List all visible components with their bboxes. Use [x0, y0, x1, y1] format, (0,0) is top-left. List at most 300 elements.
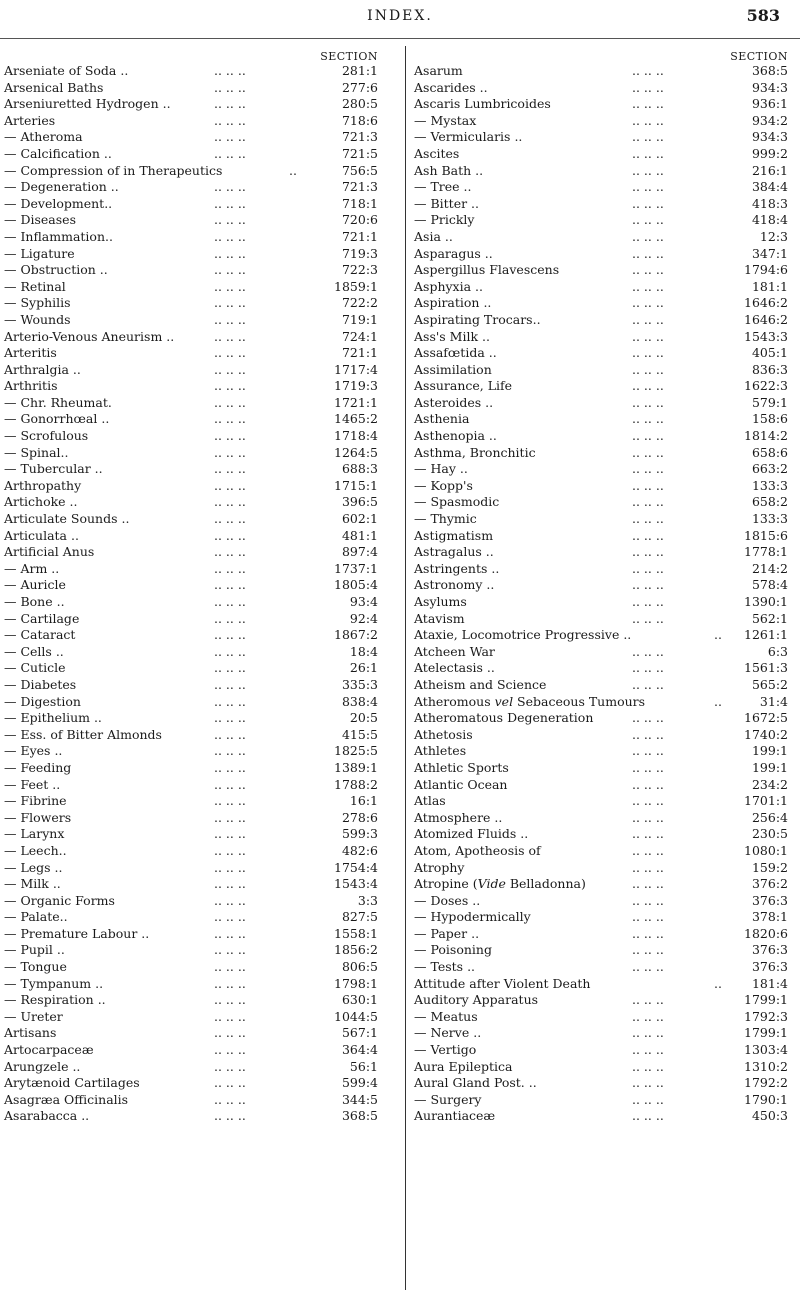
leader-dots: .. .. ..	[214, 63, 246, 78]
index-entry	[4, 146, 382, 163]
index-entry	[414, 411, 792, 428]
leader-dots: .. .. ..	[214, 311, 246, 327]
leader-dots: .. .. ..	[214, 212, 246, 228]
section-reference: 93:4	[349, 594, 378, 609]
leader-dots: .. .. ..	[214, 228, 246, 244]
index-entry	[414, 1025, 792, 1042]
leader-dots: .. .. ..	[214, 925, 246, 941]
index-entry	[414, 826, 792, 843]
section-reference: 344:5	[341, 1091, 378, 1107]
section-reference: 836:3	[751, 361, 788, 377]
section-reference: 722:3	[341, 262, 378, 278]
leader-dots: .. .. ..	[632, 112, 664, 128]
section-reference: 721:5	[341, 145, 378, 161]
index-term: — Kopp's	[414, 477, 473, 493]
index-term: — Wounds	[4, 311, 71, 327]
leader-dots: .. .. ..	[214, 610, 246, 626]
leader-dots: .. .. ..	[632, 1108, 664, 1124]
leader-dots: .. .. ..	[632, 743, 664, 759]
index-term: Ataxie, Locomotrice Progressive ..	[414, 627, 632, 643]
index-term: — Auricle	[4, 577, 66, 593]
index-entry	[414, 942, 792, 959]
leader-dots: .. .. ..	[632, 776, 664, 792]
index-entry	[414, 644, 792, 661]
leader-dots: .. .. ..	[632, 461, 664, 477]
section-reference: 630:1	[341, 992, 378, 1008]
index-entry	[4, 345, 382, 362]
page-number: 583	[746, 6, 780, 25]
leader-dots: .. .. ..	[214, 195, 246, 211]
leader-dots: .. .. ..	[214, 743, 246, 759]
index-column-right	[414, 47, 792, 1125]
section-reference: 418:4	[751, 212, 788, 228]
index-entry	[4, 793, 382, 810]
index-entry	[4, 1025, 382, 1042]
index-term: Assurance, Life	[414, 378, 513, 394]
section-reference: 721:1	[341, 345, 378, 361]
index-term: Atcheen War	[414, 643, 495, 659]
section-column-heading	[414, 47, 792, 63]
section-reference: 376:3	[751, 942, 788, 958]
index-entry	[414, 179, 792, 196]
section-reference: 158:6	[751, 411, 788, 427]
leader-dots: .. .. ..	[214, 112, 246, 128]
index-entry	[414, 577, 792, 594]
leader-dots: .. .. ..	[632, 361, 664, 377]
index-term: Atrophy	[414, 859, 465, 875]
section-reference: 376:2	[751, 876, 788, 892]
index-term: — Development..	[4, 195, 113, 211]
section-reference: 230:5	[751, 826, 788, 842]
index-term: — Larynx	[4, 826, 65, 842]
leader-dots: .. .. ..	[632, 79, 664, 95]
leader-dots: .. .. ..	[214, 444, 246, 460]
leader-dots: .. .. ..	[632, 295, 664, 311]
section-reference: 1754:4	[334, 859, 378, 875]
index-term: — Spinal..	[4, 444, 69, 460]
index-entry	[414, 146, 792, 163]
index-entry	[414, 163, 792, 180]
leader-dots: .. .. ..	[632, 544, 664, 560]
index-term: Artificial Anus	[4, 544, 95, 560]
section-reference: 12:3	[759, 228, 788, 244]
leader-dots: .. .. ..	[632, 1042, 664, 1058]
section-reference: 658:6	[751, 444, 788, 460]
section-column-heading	[4, 47, 382, 63]
section-reference: 396:5	[341, 494, 378, 510]
index-term: — Flowers	[4, 809, 72, 825]
index-term: Atelectasis ..	[414, 660, 495, 676]
leader-dots: .. .. ..	[632, 428, 664, 444]
section-reference: 934:2	[751, 112, 788, 128]
section-reference: 405:1	[751, 345, 788, 361]
index-term: — Bitter ..	[414, 195, 479, 211]
leader-dots: .. .. ..	[214, 361, 246, 377]
index-entry	[414, 80, 792, 97]
leader-dots: .. .. ..	[632, 909, 664, 925]
leader-dots: .. .. ..	[214, 660, 246, 676]
section-reference: 418:3	[751, 195, 788, 211]
index-term: — Digestion	[4, 693, 81, 709]
section-reference: 1310:2	[744, 1058, 788, 1074]
index-entry	[414, 295, 792, 312]
section-reference: 384:4	[751, 179, 788, 195]
index-entry	[414, 1042, 792, 1059]
leader-dots: .. .. ..	[632, 876, 664, 892]
index-entry	[414, 611, 792, 628]
leader-dots: .. .. ..	[632, 1058, 664, 1074]
leader-dots: .. .. ..	[214, 876, 246, 892]
index-term: — Tests ..	[414, 959, 476, 975]
section-reference: 1715:1	[334, 477, 378, 493]
section-label: SECTION	[730, 50, 788, 63]
index-entry	[4, 428, 382, 445]
index-entry	[4, 893, 382, 910]
index-term: Aspergillus Flavescens	[414, 262, 560, 278]
index-entry	[414, 710, 792, 727]
leader-dots: .. .. ..	[632, 1008, 664, 1024]
section-reference: 376:3	[751, 892, 788, 908]
index-term: — Ureter	[4, 1008, 63, 1024]
index-entry	[414, 312, 792, 329]
section-reference: 56:1	[349, 1058, 378, 1074]
index-term: — Eyes ..	[4, 743, 63, 759]
leader-dots: .. .. ..	[214, 378, 246, 394]
section-reference: 281:1	[341, 63, 378, 78]
section-reference: 718:6	[341, 112, 378, 128]
leader-dots: .. .. ..	[632, 676, 664, 692]
leader-dots: .. .. ..	[214, 1025, 246, 1041]
index-term: — Meatus	[414, 1008, 478, 1024]
section-reference: 368:5	[751, 63, 788, 78]
index-term: Arseniuretted Hydrogen ..	[4, 96, 171, 112]
index-entry	[4, 959, 382, 976]
leader-dots: ..	[714, 693, 722, 709]
section-reference: 214:2	[751, 560, 788, 576]
section-reference: 181:4	[751, 975, 788, 991]
leader-dots: .. .. ..	[632, 328, 664, 344]
section-reference: 277:6	[341, 79, 378, 95]
section-reference: 335:3	[341, 676, 378, 692]
index-term: — Tree ..	[414, 179, 472, 195]
leader-dots: .. .. ..	[632, 842, 664, 858]
index-term: Asthenia	[414, 411, 470, 427]
leader-dots: .. .. ..	[214, 1042, 246, 1058]
index-entry	[4, 511, 382, 528]
section-reference: 721:3	[341, 129, 378, 145]
leader-dots: .. .. ..	[632, 643, 664, 659]
section-reference: 1859:1	[334, 278, 378, 294]
leader-dots: .. .. ..	[214, 1008, 246, 1024]
index-entry	[4, 246, 382, 263]
section-reference: 20:5	[349, 710, 378, 726]
leader-dots: .. .. ..	[632, 245, 664, 261]
index-term: — Ligature	[4, 245, 75, 261]
index-entry	[414, 96, 792, 113]
index-term: Astigmatism	[414, 527, 494, 543]
section-reference: 838:4	[341, 693, 378, 709]
section-reference: 347:1	[751, 245, 788, 261]
index-term: Astringents ..	[414, 560, 500, 576]
index-entry	[414, 511, 792, 528]
index-term: — Atheroma	[4, 129, 83, 145]
index-term: Athletic Sports	[414, 759, 509, 775]
leader-dots: .. .. ..	[214, 278, 246, 294]
section-reference: 562:1	[751, 610, 788, 626]
index-entry	[414, 544, 792, 561]
leader-dots: .. .. ..	[632, 793, 664, 809]
index-entry	[414, 1059, 792, 1076]
leader-dots: .. .. ..	[632, 594, 664, 609]
index-term: Artichoke ..	[4, 494, 78, 510]
index-term: — Calcification ..	[4, 145, 112, 161]
section-reference: 199:1	[751, 759, 788, 775]
leader-dots: .. .. ..	[632, 1091, 664, 1107]
section-reference: 658:2	[751, 494, 788, 510]
index-entry	[414, 793, 792, 810]
index-term: — Premature Labour ..	[4, 925, 150, 941]
leader-dots: .. .. ..	[214, 726, 246, 742]
leader-dots: .. .. ..	[632, 145, 664, 161]
leader-dots: .. .. ..	[632, 577, 664, 593]
index-term: — Fibrine	[4, 793, 67, 809]
section-reference: 1261:1	[744, 627, 788, 643]
section-reference: 999:2	[751, 145, 788, 161]
index-entry	[414, 594, 792, 611]
section-reference: 1672:5	[744, 710, 788, 726]
leader-dots: .. .. ..	[632, 162, 664, 178]
section-reference: 1719:3	[334, 378, 378, 394]
index-term: — Doses ..	[414, 892, 481, 908]
index-term: — Compression of in Therapeutics	[4, 162, 223, 178]
index-term: Ass's Milk ..	[414, 328, 490, 344]
index-term: Athletes	[414, 743, 467, 759]
index-entry	[4, 644, 382, 661]
index-term: Articulate Sounds ..	[4, 511, 130, 527]
section-reference: 1867:2	[334, 627, 378, 643]
leader-dots: .. .. ..	[214, 776, 246, 792]
index-entry	[4, 727, 382, 744]
section-reference: 721:1	[341, 228, 378, 244]
leader-dots: .. .. ..	[632, 925, 664, 941]
leader-dots: .. .. ..	[632, 311, 664, 327]
index-entry	[414, 395, 792, 412]
index-entry	[4, 279, 382, 296]
leader-dots: .. .. ..	[632, 378, 664, 394]
index-term: Aurantiaceæ	[414, 1108, 496, 1124]
leader-dots: .. .. ..	[214, 79, 246, 95]
index-entry	[4, 743, 382, 760]
leader-dots: .. .. ..	[632, 179, 664, 195]
index-entry	[4, 63, 382, 80]
index-entry	[4, 262, 382, 279]
section-reference: 1389:1	[334, 759, 378, 775]
index-term: Asylums	[414, 594, 467, 609]
section-reference: 721:3	[341, 179, 378, 195]
index-term: Atomized Fluids ..	[414, 826, 529, 842]
index-term: Aspirating Trocars..	[414, 311, 541, 327]
section-label: SECTION	[320, 50, 378, 63]
index-entry	[414, 660, 792, 677]
index-entry	[414, 677, 792, 694]
section-reference: 16:1	[349, 793, 378, 809]
section-reference: 1561:3	[744, 660, 788, 676]
section-reference: 934:3	[751, 129, 788, 145]
index-entry	[4, 196, 382, 213]
section-reference: 1264:5	[334, 444, 378, 460]
index-entry	[414, 694, 792, 711]
leader-dots: .. .. ..	[632, 228, 664, 244]
section-reference: 722:2	[341, 295, 378, 311]
index-term: — Chr. Rheumat.	[4, 394, 112, 410]
section-reference: 31:4	[759, 693, 788, 709]
index-term: — Feet ..	[4, 776, 61, 792]
leader-dots: .. .. ..	[214, 909, 246, 925]
leader-dots: .. .. ..	[214, 511, 246, 527]
leader-dots: .. .. ..	[214, 693, 246, 709]
leader-dots: .. .. ..	[632, 96, 664, 112]
index-entry	[4, 677, 382, 694]
leader-dots: .. .. ..	[214, 759, 246, 775]
leader-dots: .. .. ..	[214, 892, 246, 908]
section-reference: 1717:4	[334, 361, 378, 377]
index-term: Arytænoid Cartilages	[4, 1075, 140, 1091]
index-entry	[414, 378, 792, 395]
section-reference: 565:2	[751, 676, 788, 692]
section-reference: 216:1	[751, 162, 788, 178]
index-entry	[4, 362, 382, 379]
index-entry	[414, 445, 792, 462]
index-entry	[4, 395, 382, 412]
index-entry	[4, 876, 382, 893]
section-reference: 133:3	[751, 511, 788, 527]
index-term: — Scrofulous	[4, 428, 89, 444]
leader-dots: .. .. ..	[632, 560, 664, 576]
leader-dots: .. .. ..	[214, 809, 246, 825]
leader-dots: .. .. ..	[214, 477, 246, 493]
leader-dots: .. .. ..	[214, 411, 246, 427]
index-entry	[414, 992, 792, 1009]
index-entry	[4, 826, 382, 843]
leader-dots: ..	[714, 975, 722, 991]
section-reference: 1814:2	[744, 428, 788, 444]
index-entry	[414, 909, 792, 926]
index-term: — Bone ..	[4, 594, 65, 609]
index-term: Ascarides ..	[414, 79, 488, 95]
section-reference: 1465:2	[334, 411, 378, 427]
index-entry	[4, 478, 382, 495]
index-entry	[4, 494, 382, 511]
index-entry	[4, 528, 382, 545]
section-reference: 1820:6	[744, 925, 788, 941]
index-term: Arterio-Venous Aneurism ..	[4, 328, 175, 344]
index-term: Astragalus ..	[414, 544, 494, 560]
leader-dots: .. .. ..	[632, 726, 664, 742]
index-entry	[414, 196, 792, 213]
leader-dots: .. .. ..	[214, 826, 246, 842]
index-term: — Prickly	[414, 212, 475, 228]
index-entry	[4, 411, 382, 428]
leader-dots: .. .. ..	[214, 627, 246, 643]
index-term: — Cataract	[4, 627, 76, 643]
leader-dots: .. .. ..	[214, 975, 246, 991]
index-term: Artisans	[4, 1025, 57, 1041]
section-reference: 450:3	[751, 1108, 788, 1124]
index-entry	[414, 1092, 792, 1109]
section-reference: 26:1	[349, 660, 378, 676]
index-term: — Diabetes	[4, 676, 77, 692]
leader-dots: .. .. ..	[214, 793, 246, 809]
leader-dots: .. .. ..	[214, 544, 246, 560]
leader-dots: .. .. ..	[632, 129, 664, 145]
index-term: — Diseases	[4, 212, 76, 228]
leader-dots: .. .. ..	[632, 212, 664, 228]
index-entry	[4, 660, 382, 677]
index-term: Atropine (Vide Belladonna)	[414, 876, 586, 892]
index-term: Artocarpaceæ	[4, 1042, 94, 1058]
index-term: Ascites	[414, 145, 460, 161]
index-entry	[414, 461, 792, 478]
index-term: — Tympanum ..	[4, 975, 104, 991]
leader-dots: .. .. ..	[214, 245, 246, 261]
leader-dots: .. .. ..	[632, 1025, 664, 1041]
index-column-left	[4, 47, 382, 1125]
index-term: Arthropathy	[4, 477, 82, 493]
section-reference: 1622:3	[744, 378, 788, 394]
index-term: Arteritis	[4, 345, 57, 361]
index-term: Asarum	[414, 63, 463, 78]
section-reference: 724:1	[341, 328, 378, 344]
index-entry	[4, 163, 382, 180]
index-entry	[414, 876, 792, 893]
leader-dots: .. .. ..	[214, 992, 246, 1008]
section-reference: 133:3	[751, 477, 788, 493]
index-entry	[414, 329, 792, 346]
leader-dots: .. .. ..	[632, 262, 664, 278]
section-reference: 663:2	[751, 461, 788, 477]
index-term: — Feeding	[4, 759, 72, 775]
section-reference: 1646:2	[744, 295, 788, 311]
index-term: Ascaris Lumbricoides	[414, 96, 551, 112]
section-reference: 368:5	[341, 1108, 378, 1124]
index-entry	[4, 843, 382, 860]
index-entry	[414, 63, 792, 80]
index-term: — Obstruction ..	[4, 262, 108, 278]
index-entry	[4, 1009, 382, 1026]
leader-dots: .. .. ..	[632, 477, 664, 493]
index-term: Assafœtida ..	[414, 345, 497, 361]
index-entry	[4, 378, 382, 395]
index-entry	[4, 229, 382, 246]
index-entry	[414, 843, 792, 860]
index-term: — Hay ..	[414, 461, 468, 477]
index-entry	[4, 976, 382, 993]
leader-dots: .. .. ..	[214, 643, 246, 659]
index-entry	[414, 760, 792, 777]
index-term: Assimilation	[414, 361, 492, 377]
index-term: Aural Gland Post. ..	[414, 1075, 537, 1091]
index-entry	[414, 777, 792, 794]
index-term: Aura Epileptica	[414, 1058, 513, 1074]
index-term: Atheromatous Degeneration	[414, 710, 594, 726]
index-term: — Palate..	[4, 909, 68, 925]
leader-dots: .. .. ..	[632, 610, 664, 626]
leader-dots: .. .. ..	[214, 594, 246, 609]
section-reference: 1788:2	[334, 776, 378, 792]
index-entry	[4, 1108, 382, 1125]
section-reference: 1558:1	[334, 925, 378, 941]
index-term: Astronomy ..	[414, 577, 495, 593]
